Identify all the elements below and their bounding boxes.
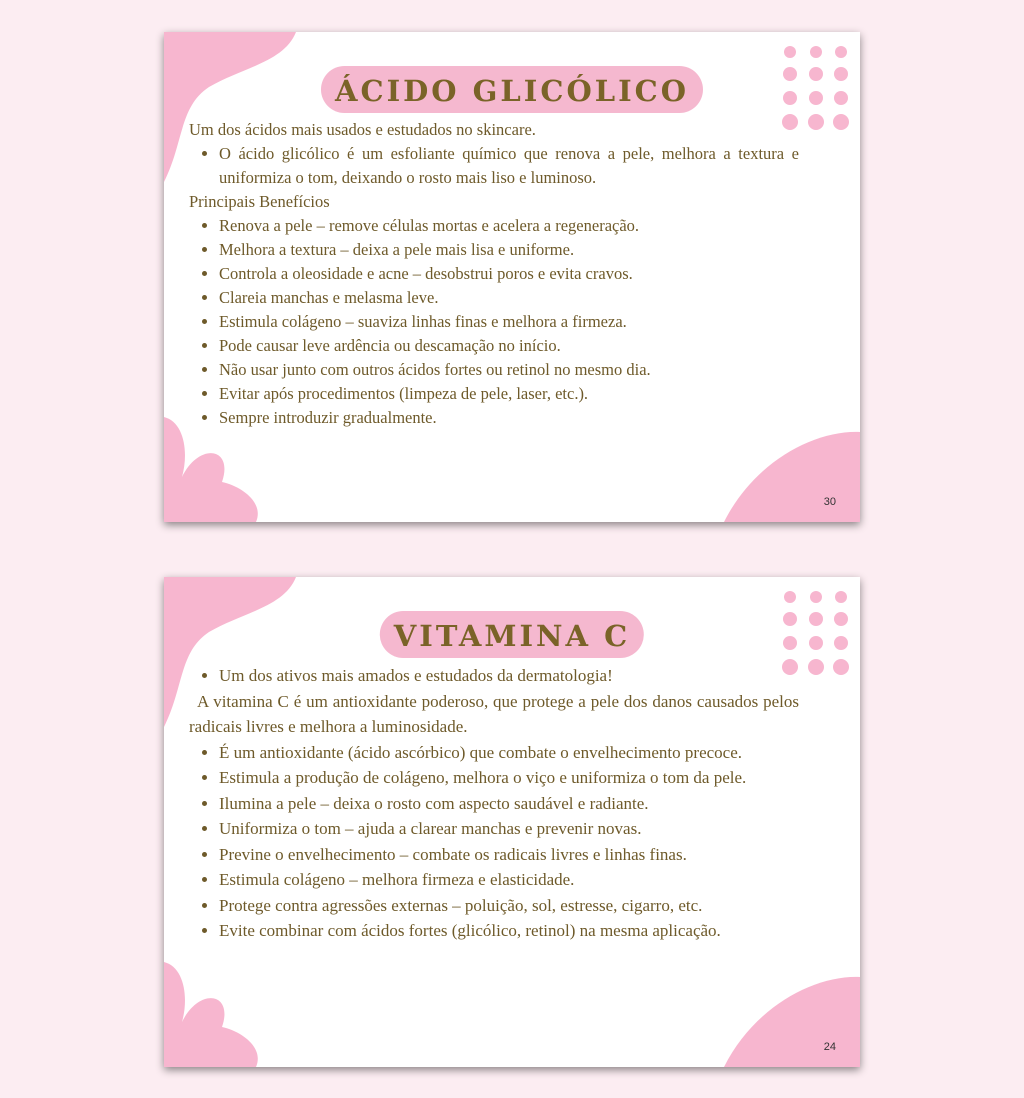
slide-content — [189, 118, 799, 430]
slide-title: ÁCIDO GLICÓLICO — [321, 66, 703, 113]
list-item: • Pode causar leve ardência ou descamação no início. — [219, 334, 799, 358]
list-item: • Protege contra agressões externas – poluição, sol, estresse, cigarro, etc. — [219, 893, 799, 919]
bottom-left-petals — [164, 417, 258, 522]
list-item: • Um dos ativos mais amados e estudados da dermatologia! — [219, 663, 799, 689]
page-number: 24 — [823, 1041, 836, 1053]
intro-list — [189, 663, 799, 689]
intro-list — [189, 142, 799, 190]
intro-text: Um dos ácidos mais usados e estudados no skincare. — [189, 120, 536, 139]
list-item: • Previne o envelhecimento – combate os radicais livres e linhas finas. — [219, 842, 799, 868]
bottom-left-petals — [164, 962, 258, 1067]
list-item: • Melhora a textura – deixa a pele mais lisa e uniforme. — [219, 238, 799, 262]
list-item: • Controla a oleosidade e acne – desobstrui poros e evita cravos. — [219, 262, 799, 286]
list-item: • Estimula colágeno – melhora firmeza e elasticidade. — [219, 867, 799, 893]
list-item: • Renova a pele – remove células mortas e acelera a regeneração. — [219, 214, 799, 238]
slide-content — [189, 663, 799, 944]
slide-acido-glicolico — [164, 32, 860, 522]
benefits-list — [189, 214, 799, 430]
section-heading: Principais Benefícios — [189, 192, 330, 211]
list-item: • Evitar após procedimentos (limpeza de pele, laser, etc.). — [219, 382, 799, 406]
slide-title: VITAMINA C — [380, 611, 644, 658]
list-item: • Ilumina a pele – deixa o rosto com aspecto saudável e radiante. — [219, 791, 799, 817]
list-item: • Estimula colágeno – suaviza linhas finas e melhora a firmeza. — [219, 310, 799, 334]
benefits-list — [189, 740, 799, 944]
list-item: • O ácido glicólico é um esfoliante químico que renova a pele, melhora a textura e uniformiza o tom, deixando o rosto mais liso e luminoso. — [219, 142, 799, 190]
list-item: • Uniformiza o tom – ajuda a clarear manchas e prevenir novas. — [219, 816, 799, 842]
bottom-right-circle — [724, 432, 860, 522]
list-item: • Clareia manchas e melasma leve. — [219, 286, 799, 310]
bottom-right-circle — [724, 977, 860, 1067]
slide-vitamina-c — [164, 577, 860, 1067]
list-item: • Não usar junto com outros ácidos fortes ou retinol no mesmo dia. — [219, 358, 799, 382]
page-number: 30 — [823, 496, 836, 508]
list-item: • Sempre introduzir gradualmente. — [219, 406, 799, 430]
list-item: • Estimula a produção de colágeno, melhora o viço e uniformiza o tom da pele. — [219, 765, 799, 791]
list-item: • Evite combinar com ácidos fortes (glicólico, retinol) na mesma aplicação. — [219, 918, 799, 944]
list-item: • É um antioxidante (ácido ascórbico) que combate o envelhecimento precoce. — [219, 740, 799, 766]
intro-paragraph: A vitamina C é um antioxidante poderoso, que protege a pele dos danos causados pelos radicais livres e melhora a luminosidade. — [189, 691, 799, 736]
